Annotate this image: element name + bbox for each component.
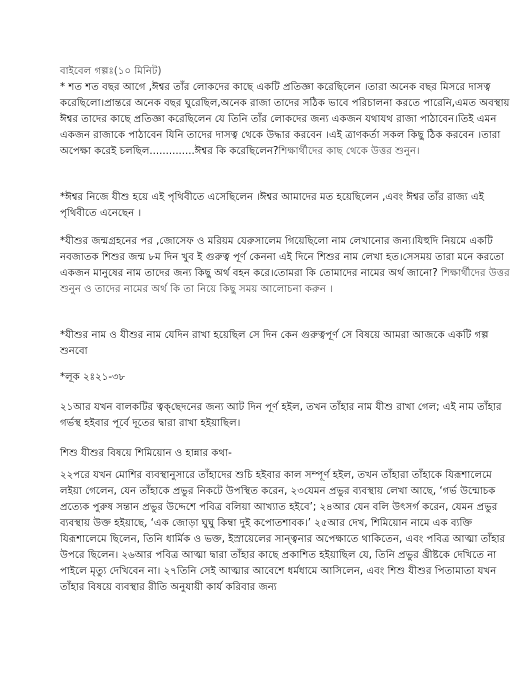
- story-intro-paragraph: *যীশুর নাম ও যীশুর নাম যেদিন রাখা হয়েছিল সে দিন কেন গুরুত্বপূর্ণ সে বিষয়ে আমরা আজকে একটি গল্প শুনবো: [60, 330, 489, 357]
- naming-text: *যীশুর জন্মগ্রহনের পর ,জোসেফ ও মরিয়ম যেরুসালেম গিয়েছিলো নাম লেখানোর জন্য।যিহুদি নিয়মে একটি নবজাতক শিশুর জন্ম ৮ম দিন খুব ই গুরুত্ব পূর্ণ কেননা এই দিনে শিশুর নাম লেখা হত।সেসময় তারা মনে করতো একজন মানুষের নাম তাদের জন্য কিছু অর্থ বহন করে।তোমরা কি তোমাদের নামের অর্থ জানো?: [60, 236, 505, 279]
- document-page: [60, 64, 510, 596]
- teacher-note: শিক্ষার্থীদের উত্তর শুনুন ও তাদের নামের অর্থ কি তা নিয়ে কিছু সময় আলোচনা করুন ।: [60, 268, 510, 295]
- intro-text: * শত শত বছর আগে ,ঈশ্বর তাঁর লোকদের কাছে একটি প্রতিজ্ঞা করেছিলেন ।তারা অনেক বছর মিসরে দাসত্ব করেছিলো।প্রান্তরে অনেক বছর ঘুরেছিল,অনেক রাজা তাদের সঠিক ভাবে পরিচালনা করতে পারেনি,এমত অবস্থায় ঈশ্বর তাদের কাছে প্রতিজ্ঞা করেছিলেন যে তিনি তাঁর লোকদের জন্য একজন যথাযথ রাজা পাঠাবেন।তিই এমন একজন রাজাকে পাঠাবেন যিনি তাদের দাসত্ব থেকে উদ্ধার করবেন ।এই ত্রাণকর্তা সকল কিছু ঠিক করবেন ।তারা অপেক্ষা করেই চলছিল..............ঈশ্বর কি করেছিলেন?: [60, 82, 510, 157]
- verses-22-27-paragraph: ২২পরে যখন মোশির ব্যবস্থানুসারে তাঁহাদের শুচি হইবার কাল সম্পূর্ণ হইল, তখন তাঁহারা তাঁহাকে যিরূশালেমে লইয়া গেলেন, যেন তাঁহাকে প্রভুর নিকটে উপস্থিত করেন, ২৩যেমন প্রভুর ব্যবস্থায় লেখা আছে, ‘গর্ভ উন্মোচক প্রত্যেক পুরুষ সন্তান প্রভুর উদ্দেশে পবিত্র বলিয়া আখ্যাত হইবে’; ২৪আর যেন বলি উৎসর্গ করেন, যেমন প্রভুর ব্যবস্থায় উক্ত হইয়াছে, ‘এক জোড়া ঘুঘু কিম্বা দুই কপোতশাবক।’ ২৫আর দেখ, শিমিয়োন নামে এক ব্যক্তি যিরূশালেমে ছিলেন, তিনি ধার্মিক ও ভক্ত, ইস্রায়েলের সান্ত্বনার অপেক্ষাতে থাকিতেন, এবং পবিত্র আত্মা তাঁহার উপরে ছিলেন। ২৬আর পবিত্র আত্মা দ্বারা তাঁহার কাছে প্রকাশিত হইয়াছিল যে, তিনি প্রভুর খ্রীষ্টকে দেখিতে না পাইলে মৃত্যু দেখিবেন না। ২৭তিনি সেই আত্মার আবেশে ধর্মধামে আসিলেন, এবং শিশু যীশুর পিতামাতা যখন তাঁহার বিষয়ে ব্যবস্থার রীতি অনুযায়ী কার্য করিবার জন্য: [60, 470, 506, 593]
- verse-21-paragraph: ২১আর যখন বালকটির ত্বক্‌ছেদনের জন্য আট দিন পূর্ণ হইল, তখন তাঁহার নাম যীশু রাখা গেল; এই নাম তাঁহার গর্ভস্থ হইবার পূর্বে দূতের দ্বারা রাখা হইয়াছিল।: [60, 402, 502, 429]
- naming-paragraph: [60, 234, 510, 298]
- incarnation-paragraph: *ঈশ্বর নিজে যীশু হয়ে এই পৃথিবীতে এসেছিলেন ।ঈশ্বর আমাদের মত হয়েছিলেন ,এবং ঈশ্বর তাঁর রাজ্য এই পৃথিবীতে এনেছেন ।: [60, 192, 485, 219]
- teacher-note: শিক্ষার্থীদের কাছ থেকে উত্তর শুনুন।: [278, 146, 420, 157]
- scripture-reference: *লূক ২ঃ২১-৩৮: [60, 372, 126, 383]
- lesson-title: বাইবেল গল্পঃ(১০ মিনিট): [60, 66, 162, 77]
- intro-paragraph: [60, 80, 510, 160]
- section-subheading: শিশু যীশুর বিষয়ে শিমিয়োন ও হান্নার কথা-: [60, 448, 232, 459]
